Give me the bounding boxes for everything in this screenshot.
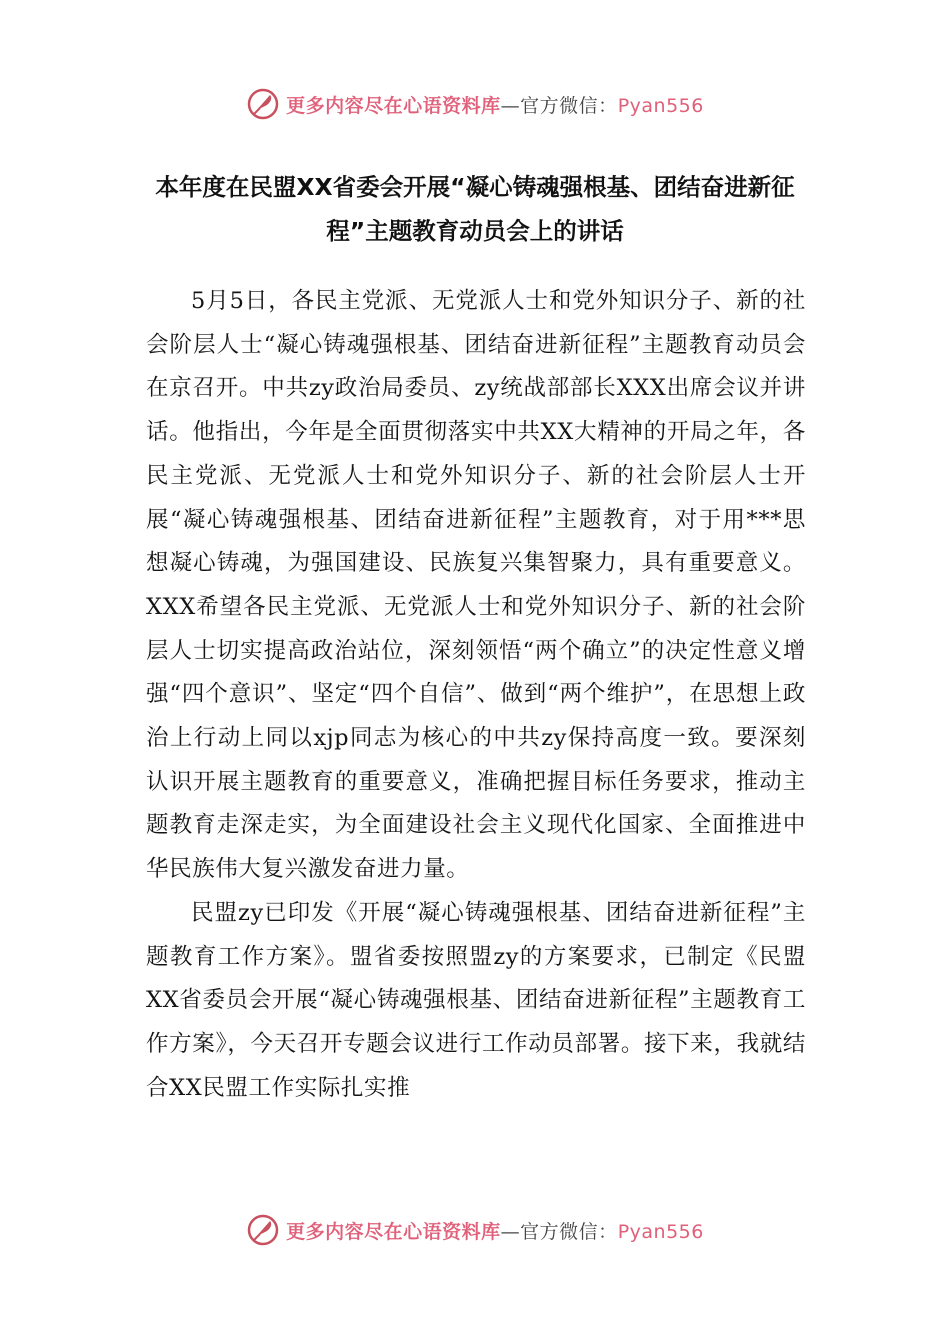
banner-wechat-id: Pyan556 bbox=[617, 1220, 704, 1243]
banner-wechat-id: Pyan556 bbox=[617, 94, 704, 117]
banner-wechat-label: 官方微信： bbox=[520, 94, 618, 117]
feather-pen-logo-icon bbox=[246, 1213, 280, 1247]
banner-wechat-label: 官方微信： bbox=[520, 1220, 618, 1243]
body-paragraph-2: 民盟zy已印发《开展“凝心铸魂强根基、团结奋进新征程”主题教育工作方案》。盟省委按照盟zy的方案要求，已制定《民盟XX省委员会开展“凝心铸魂强根基、团结奋进新征程”主题教育工作方案》，今天召开专题会议进行工作动员部署。接下来，我就结合XX民盟工作实际扎实推 bbox=[146, 899, 806, 1101]
banner-separator: — bbox=[500, 94, 521, 117]
body-paragraph-1: 5月5日，各民主党派、无党派人士和党外知识分子、新的社会阶层人士“凝心铸魂强根基、团结奋进新征程”主题教育动员会在京召开。中共zy政治局委员、zy统战部部长XXX出席会议并讲话。他指出，今年是全面贯彻落实中共XX大精神的开局之年，各民主党派、无党派人士和党外知识分子、新的社会阶层人士开展“凝心铸魂强根基、团结奋进新征程”主题教育，对于用***思想凝心铸魂，为强国建设、民族复兴集智聚力，具有重要意义。XXX希望各民主党派、无党派人士和党外知识分子、新的社会阶层人士切实提高政治站位，深刻领悟“两个确立”的决定性意义增强“四个意识”、坚定“四个自信”、做到“两个维护”，在思想上政治上行动上同以xjp同志为核心的中共zy保持高度一致。要深刻认识开展主题教育的重要意义，准确把握目标任务要求，推动主题教育走深走实，为全面建设社会主义现代化国家、全面推进中华民族伟大复兴激发奋进力量。 bbox=[146, 288, 806, 883]
banner-separator: — bbox=[500, 1220, 521, 1243]
header-watermark-banner bbox=[0, 82, 950, 126]
banner-site-text: 更多内容尽在心语资料库 bbox=[286, 94, 501, 117]
document-title: 本年度在民盟XX省委会开展“凝心铸魂强根基、团结奋进新征程”主题教育动员会上的讲话 bbox=[155, 173, 795, 245]
feather-pen-logo-icon bbox=[246, 87, 280, 121]
banner-text bbox=[286, 91, 704, 118]
banner-text bbox=[286, 1217, 704, 1244]
footer-watermark-banner bbox=[0, 1208, 950, 1252]
document-body bbox=[146, 280, 806, 1110]
banner-site-text: 更多内容尽在心语资料库 bbox=[286, 1220, 501, 1243]
